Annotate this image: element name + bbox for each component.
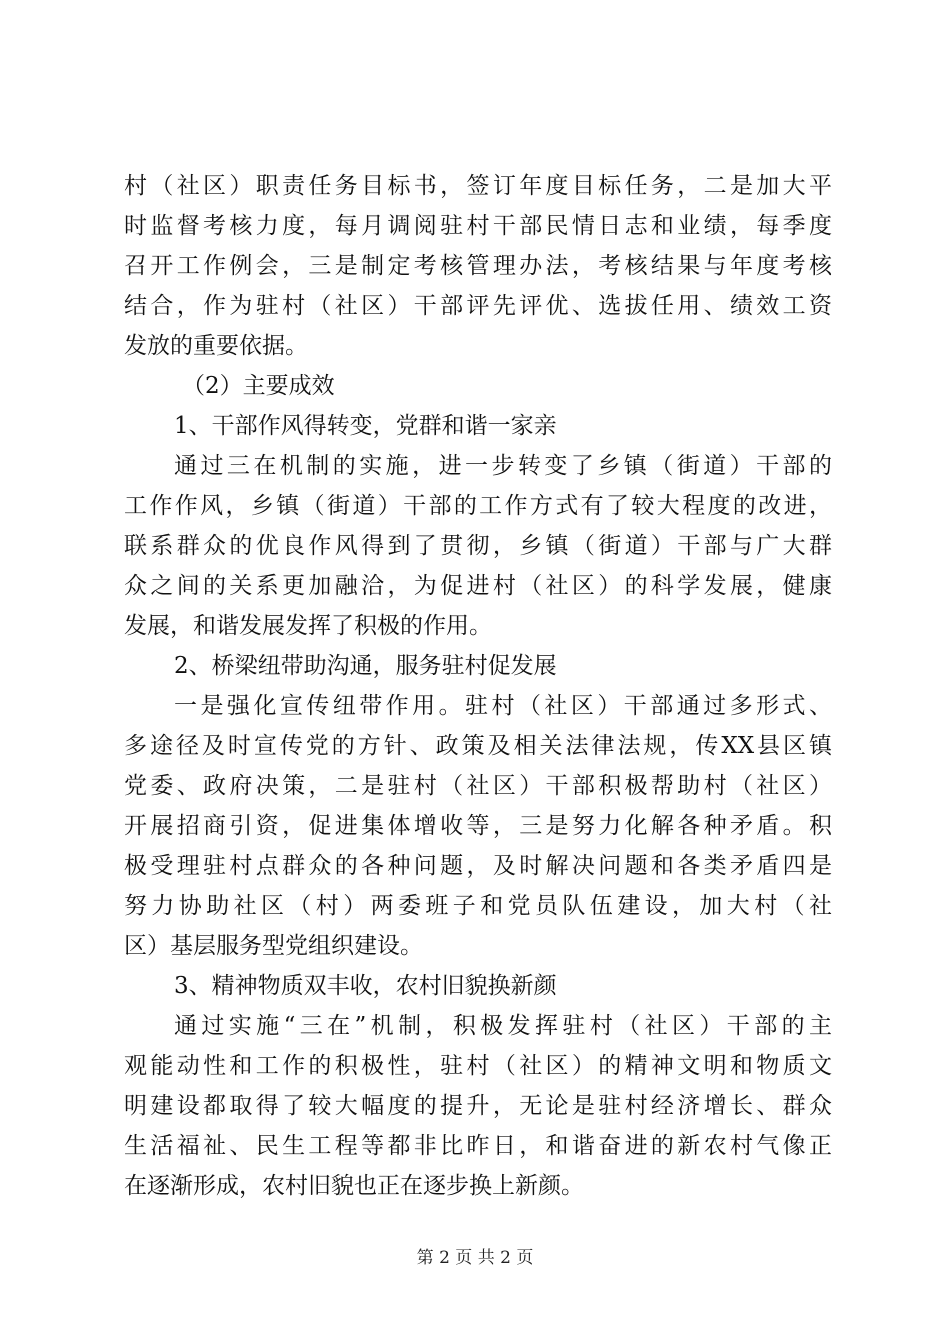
paragraph-line: 在逐渐形成，农村旧貌也正在逐步换上新颜。 [124,1173,584,1199]
paragraph-line: 党委、政府决策，二是驻村（社区）干部积极帮助村（社区） [124,773,832,799]
paragraph-line: 联系群众的优良作风得到了贯彻，乡镇（街道）干部与广大群 [124,533,832,559]
subsection-heading: 2、桥梁纽带助沟通，服务驻村促发展 [174,653,557,679]
paragraph-line: 多途径及时宣传党的方针、政策及相关法律法规，传XX县区镇 [124,733,832,759]
paragraph-line: 观能动性和工作的积极性，驻村（社区）的精神文明和物质文 [124,1053,832,1079]
page-number-footer: 第 2 页 共 2 页 [416,1248,534,1268]
paragraph-line: 明建设都取得了较大幅度的提升，无论是驻村经济增长、群众 [124,1093,832,1119]
paragraph-line: 通过三在机制的实施，进一步转变了乡镇（街道）干部的 [174,453,832,479]
paragraph-line: 发放的重要依据。 [124,333,308,359]
paragraph-line: 召开工作例会，三是制定考核管理办法，考核结果与年度考核 [124,253,832,279]
paragraph-line: 区）基层服务型党组织建设。 [124,933,423,959]
document-body [124,166,832,1206]
paragraph-line: 发展，和谐发展发挥了积极的作用。 [124,613,492,639]
subsection-heading: 3、精神物质双丰收，农村旧貌换新颜 [174,973,557,999]
paragraph-line: 众之间的关系更加融洽，为促进村（社区）的科学发展，健康 [124,573,832,599]
subsection-heading: 1、干部作风得转变，党群和谐一家亲 [174,413,557,439]
paragraph-line: 通过实施“三在”机制，积极发挥驻村（社区）干部的主 [174,1013,832,1039]
paragraph-line: 时监督考核力度，每月调阅驻村干部民情日志和业绩，每季度 [124,213,832,239]
paragraph-line: 村（社区）职责任务目标书，签订年度目标任务，二是加大平 [124,173,832,199]
paragraph-line: 开展招商引资，促进集体增收等，三是努力化解各种矛盾。积 [124,813,832,839]
paragraph-line: 努力协助社区（村）两委班子和党员队伍建设，加大村（社 [124,893,832,919]
paragraph-line: 一是强化宣传纽带作用。驻村（社区）干部通过多形式、 [174,693,832,719]
paragraph-line: 工作作风，乡镇（街道）干部的工作方式有了较大程度的改进， [124,493,832,519]
section-heading: （2）主要成效 [182,373,335,399]
paragraph-line: 极受理驻村点群众的各种问题，及时解决问题和各类矛盾四是 [124,853,832,879]
paragraph-line: 结合，作为驻村（社区）干部评先评优、选拔任用、绩效工资 [124,293,832,319]
paragraph-line: 生活福祉、民生工程等都非比昨日，和谐奋进的新农村气像正 [124,1133,832,1159]
